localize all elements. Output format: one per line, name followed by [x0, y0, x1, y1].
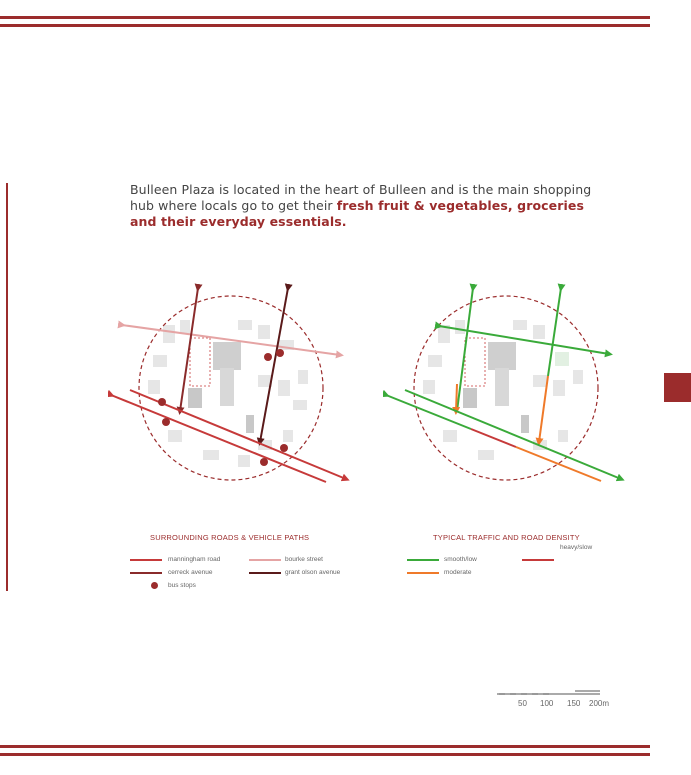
legend-swatch-grant-olson: [249, 572, 281, 574]
top-rule-1: [0, 16, 650, 19]
right-traffic-map: [383, 280, 633, 495]
intro-text: Bulleen Plaza is located in the heart of Bulleen and is the main shopping hub where locals go to get their: [130, 182, 592, 213]
side-tab-marker: [664, 373, 691, 402]
legend-swatch-manningham: [130, 559, 162, 561]
legend-swatch-bourke: [249, 559, 281, 561]
scale-label-100: 100: [540, 699, 554, 708]
bottom-rule-1: [0, 745, 650, 748]
left-margin-line: [6, 183, 8, 591]
legend-bus-stop-dot: [151, 582, 158, 589]
left-site-boundary: [190, 338, 210, 386]
left-road-map: [108, 280, 358, 495]
cerreck-avenue-traffic: [456, 384, 457, 411]
scale-label-200m: 200m: [589, 699, 610, 708]
legend-swatch-cerreck: [130, 572, 162, 574]
legend-label-grant-olson: grant olson avenue: [285, 569, 341, 576]
scale-label-150: 150: [567, 699, 581, 708]
bottom-rule-2: [0, 753, 650, 756]
grant-olson-avenue-path: [260, 288, 288, 442]
scale-label-50: 50: [518, 699, 527, 708]
legend-label-smooth: smooth/low: [444, 556, 477, 563]
legend-label-moderate: moderate: [444, 569, 472, 576]
manningham-road-traffic-2: [405, 390, 621, 479]
legend-label-bus-stops: bus stops: [168, 582, 196, 589]
right-plaza-building: [488, 342, 516, 370]
legend-swatch-heavy: [522, 559, 554, 561]
left-plaza-building: [213, 342, 241, 370]
legend-label-heavy: heavy/slow: [560, 544, 593, 551]
intro-bold: fresh fruit & vegetables, groceries and their everyday essentials.: [130, 198, 585, 229]
intro-paragraph: [130, 182, 610, 230]
left-legend-title: SURROUNDING ROADS & VEHICLE PATHS: [150, 533, 310, 542]
legend-label-manningham: manningham road: [168, 556, 221, 563]
legend-swatch-smooth: [407, 559, 439, 561]
legend-label-cerreck: cerreck avenue: [168, 569, 213, 576]
top-rule-2: [0, 24, 650, 27]
legend-swatch-moderate: [407, 572, 439, 574]
legend-label-bourke: bourke street: [285, 556, 323, 563]
right-legend-title: TYPICAL TRAFFIC AND ROAD DENSITY: [433, 533, 580, 542]
